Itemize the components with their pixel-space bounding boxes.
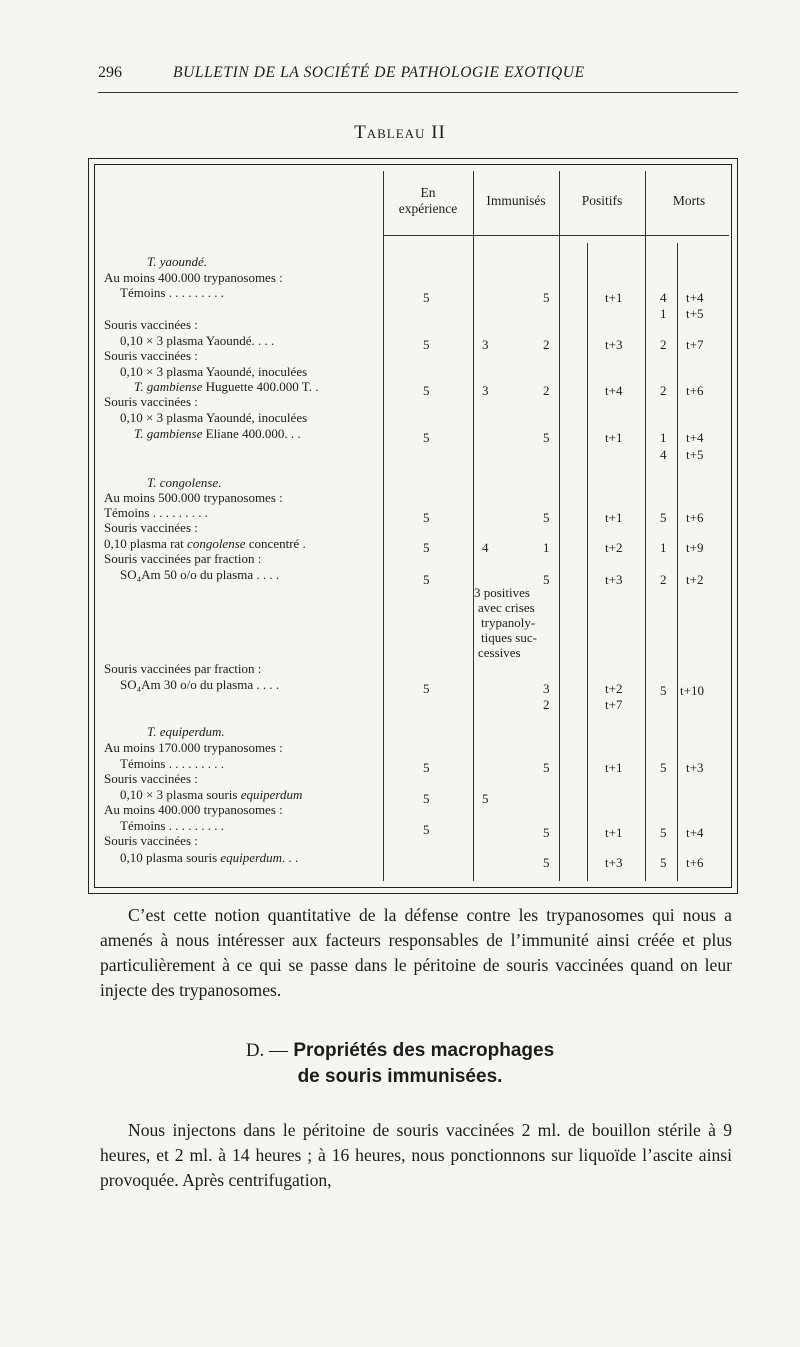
cell-mort-t: t+6 — [686, 855, 704, 870]
row-label: Souris vaccinées : — [104, 317, 198, 332]
cell-pos-n: 5 — [543, 290, 550, 305]
col-header-morts: Morts — [672, 193, 706, 208]
section-letter: D. — — [245, 1040, 289, 1061]
cell-mort-t: t+5 — [686, 447, 704, 462]
cell-pos-t: t+1 — [605, 430, 623, 445]
cell-en: 5 — [423, 822, 430, 837]
header-rule — [98, 92, 738, 93]
cell-immun: 4 — [482, 540, 489, 555]
cell-pos-t: t+3 — [605, 855, 623, 870]
row-label: 0,10 × 3 plasma souris equiperdum — [120, 787, 303, 802]
cell-mort-n: 5 — [660, 825, 667, 840]
row-label: 0,10 plasma souris equiperdum. . . — [120, 850, 299, 865]
cell-mort-n: 5 — [660, 760, 667, 775]
cell-pos-t: t+4 — [605, 383, 623, 398]
row-label: Souris vaccinées : — [104, 348, 198, 363]
cell-mort-n: 4 — [660, 447, 667, 462]
cell-mort-t: t+6 — [686, 510, 704, 525]
running-title: BULLETIN DE LA SOCIÉTÉ DE PATHOLOGIE EXOTIQUE — [173, 64, 585, 81]
cell-pos-t: t+3 — [605, 572, 623, 587]
cell-mort-n: 2 — [660, 572, 667, 587]
col-header-immunises: Immunisés — [486, 193, 546, 208]
row-label: SO₄Am 30 o/o du plasma . . . . — [120, 677, 280, 692]
species-heading: T. congolense. — [147, 475, 222, 490]
cell-en: 5 — [423, 540, 430, 555]
col-divider — [473, 171, 474, 881]
cell-mort-n: 2 — [660, 337, 667, 352]
header-underline — [383, 235, 729, 236]
section-heading — [0, 1038, 800, 1090]
cell-pos-n: 3 — [543, 681, 550, 696]
row-label: Souris vaccinées par fraction : — [104, 661, 262, 676]
cell-mort-t: t+4 — [686, 290, 704, 305]
row-label: Témoins . . . . . . . . . — [120, 285, 224, 300]
cell-pos-n: 5 — [543, 855, 550, 870]
paragraph-text: C’est cette notion quantitative de la défense contre les trypanosomes qui nous a amenés à nous intéresser aux facteurs responsables de l’immunité ainsi créée et plus particulièrement à ce qui se passe dans le péritoine de souris vaccinées quand on leur injecte des trypanosomes. — [100, 905, 732, 1000]
cell-pos-t: t+3 — [605, 337, 623, 352]
cell-en: 5 — [423, 337, 430, 352]
cell-en: 5 — [423, 572, 430, 587]
col-divider — [383, 171, 384, 881]
cell-pos-n: 1 — [543, 540, 550, 555]
cell-en: 5 — [423, 760, 430, 775]
row-label: 0,10 plasma rat congolense concentré . — [104, 536, 306, 551]
cell-mort-n: 1 — [660, 306, 667, 321]
cell-mort-t: t+4 — [686, 430, 704, 445]
row-label: Souris vaccinées par fraction : — [104, 551, 262, 566]
cell-pos-n: 2 — [543, 383, 550, 398]
row-label: T. gambiense Eliane 400.000. . . — [134, 426, 301, 441]
cell-pos-t: t+1 — [605, 510, 623, 525]
cell-immun: 5 — [482, 791, 489, 806]
cell-mort-n: 2 — [660, 383, 667, 398]
body-paragraph — [100, 1118, 732, 1193]
row-label: Souris vaccinées : — [104, 771, 198, 786]
species-heading: T. equiperdum. — [147, 724, 225, 739]
body-paragraph — [100, 903, 732, 1003]
cell-pos-n: 5 — [543, 825, 550, 840]
row-label: Au moins 400.000 trypanosomes : — [104, 802, 283, 817]
col-subdivider — [587, 243, 588, 881]
row-label: Témoins . . . . . . . . . — [120, 756, 224, 771]
row-label: 0,10 × 3 plasma Yaoundé, inoculées — [120, 364, 308, 379]
cell-pos-n: 5 — [543, 572, 550, 587]
row-label: 0,10 × 3 plasma Yaoundé. . . . — [120, 333, 275, 348]
cell-pos-t: t+2 — [605, 681, 623, 696]
cell-en: 5 — [423, 681, 430, 696]
immun-note-line: cessives — [478, 645, 521, 660]
cell-pos-n: 5 — [543, 760, 550, 775]
paragraph-text: Nous injectons dans le péritoine de souris vaccinées 2 ml. de bouillon stérile à 9 heures, et 2 ml. à 14 heures ; à 16 heures, nous ponctionnons sur liquoïde l’ascite ainsi provoquée. Après centrifugation, — [100, 1120, 732, 1190]
cell-mort-t: t+10 — [680, 683, 704, 698]
col-subdivider — [677, 243, 678, 881]
immun-note-line: tiques suc- — [481, 630, 537, 645]
immun-note-line: avec crises — [478, 600, 535, 615]
cell-pos-n: 5 — [543, 510, 550, 525]
cell-pos-n: 5 — [543, 430, 550, 445]
row-label: Au moins 400.000 trypanosomes : — [104, 270, 283, 285]
col-header-en-experience: En expérience — [398, 185, 458, 216]
cell-pos-t: t+1 — [605, 290, 623, 305]
row-label: Au moins 170.000 trypanosomes : — [104, 740, 283, 755]
cell-mort-n: 4 — [660, 290, 667, 305]
cell-en: 5 — [423, 383, 430, 398]
species-heading: T. yaoundé. — [147, 254, 208, 269]
section-title-line2: de souris immunisées. — [297, 1066, 503, 1087]
col-header-positifs: Positifs — [581, 193, 623, 208]
page-header — [98, 58, 738, 88]
immun-note-line: 3 positives — [474, 585, 530, 600]
cell-immun: 3 — [482, 337, 489, 352]
row-label: SO₄Am 50 o/o du plasma . . . . — [120, 567, 280, 582]
cell-mort-t: t+5 — [686, 306, 704, 321]
cell-mort-n: 1 — [660, 430, 667, 445]
section-title-line1: Propriétés des macrophages — [293, 1040, 555, 1061]
cell-mort-n: 5 — [660, 855, 667, 870]
col-divider — [559, 171, 560, 881]
row-label: Souris vaccinées : — [104, 520, 198, 535]
col-divider — [645, 171, 646, 881]
immun-note-line: trypanoly- — [481, 615, 536, 630]
cell-immun: 3 — [482, 383, 489, 398]
cell-mort-n: 5 — [660, 510, 667, 525]
row-label: Témoins . . . . . . . . . — [120, 818, 224, 833]
cell-pos-t: t+7 — [605, 697, 623, 712]
cell-en: 5 — [423, 290, 430, 305]
cell-en: 5 — [423, 791, 430, 806]
row-label: T. gambiense Huguette 400.000 T. . — [134, 379, 319, 394]
cell-pos-n: 2 — [543, 697, 550, 712]
cell-mort-t: t+4 — [686, 825, 704, 840]
cell-en: 5 — [423, 510, 430, 525]
cell-mort-t: t+6 — [686, 383, 704, 398]
cell-mort-n: 5 — [660, 683, 667, 698]
row-label: Témoins . . . . . . . . . — [104, 505, 208, 520]
cell-pos-t: t+1 — [605, 825, 623, 840]
cell-en: 5 — [423, 430, 430, 445]
cell-mort-t: t+9 — [686, 540, 704, 555]
page-number: 296 — [98, 64, 122, 81]
cell-pos-n: 2 — [543, 337, 550, 352]
cell-mort-t: t+7 — [686, 337, 704, 352]
row-label: Souris vaccinées : — [104, 833, 198, 848]
table-title: Tableau II — [354, 122, 446, 143]
cell-mort-n: 1 — [660, 540, 667, 555]
row-label: 0,10 × 3 plasma Yaoundé, inoculées — [120, 410, 308, 425]
cell-pos-t: t+2 — [605, 540, 623, 555]
row-label: Souris vaccinées : — [104, 394, 198, 409]
cell-pos-t: t+1 — [605, 760, 623, 775]
cell-mort-t: t+3 — [686, 760, 704, 775]
cell-mort-t: t+2 — [686, 572, 704, 587]
row-label: Au moins 500.000 trypanosomes : — [104, 490, 283, 505]
